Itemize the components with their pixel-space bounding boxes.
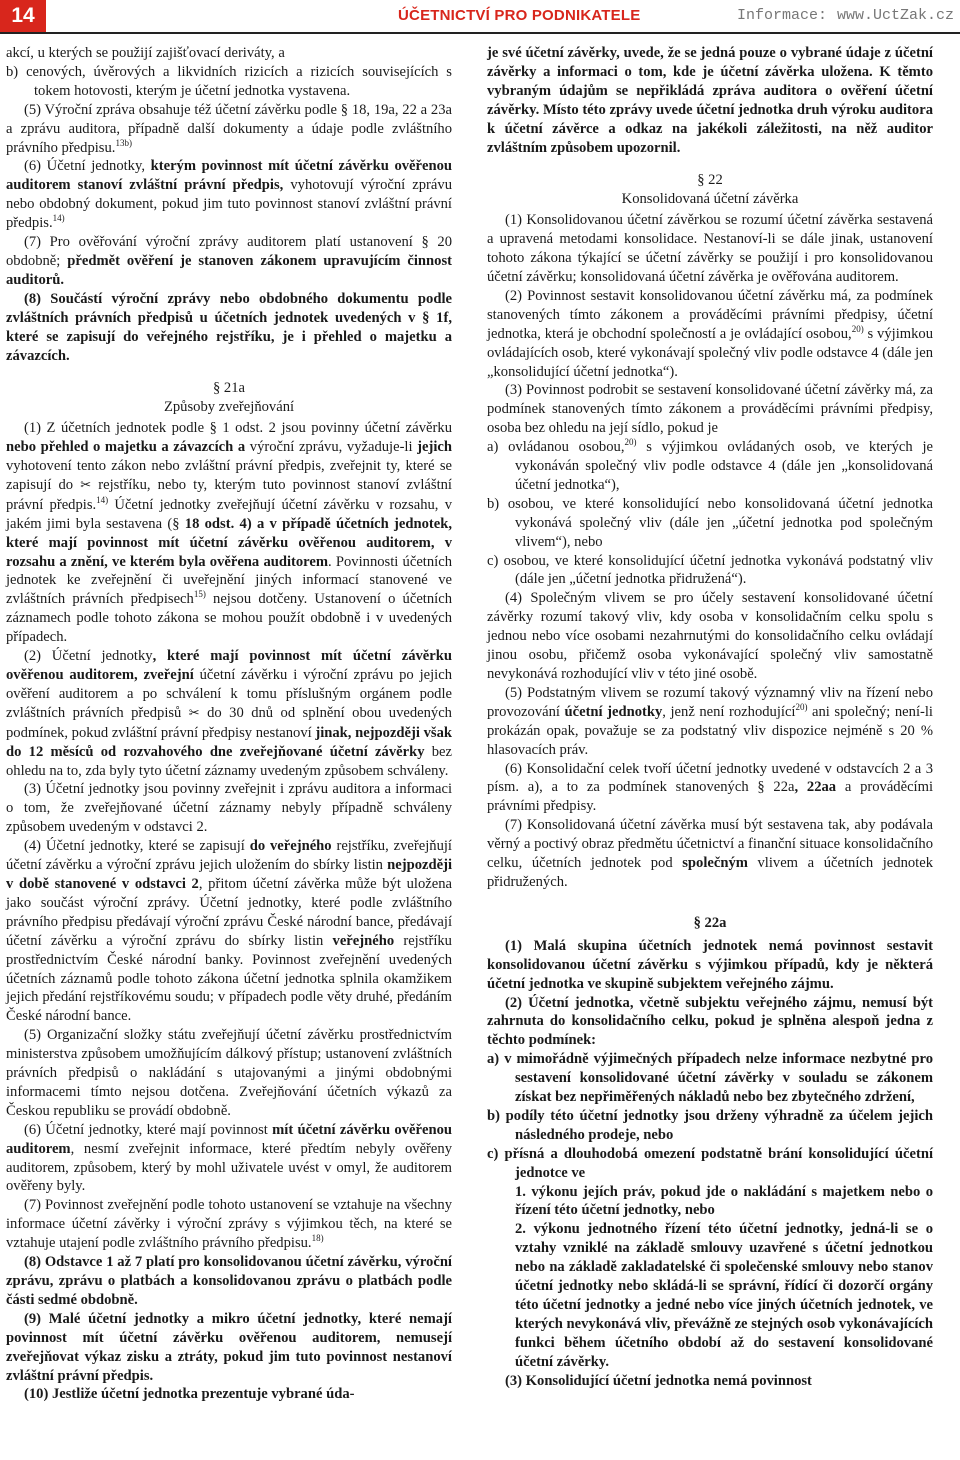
paragraph: (5) Podstatným vlivem se rozumí takový významný vliv na řízení nebo provozování účetní jednotky, jenž není rozhodující$^{20)}$ ani společný; není-li prokázán opak, považuje se za podstatný vliv dispozice nejméně s 20 % hlasovacích práv. bbox=[487, 684, 933, 758]
list-item: a) ovládanou osobou,$^{20)}$ s výjimkou ovládaných osob, ve kterých je vykonáván společný vliv podle odstavce 4 (dále jen „konsolidovaná účetní jednotka“), bbox=[487, 437, 933, 493]
page-number: 14 bbox=[0, 0, 46, 32]
section-number: § 21a bbox=[212, 380, 246, 397]
paragraph: (4) Účetní jednotky, které se zapisují do veřejného rejstříku, zveřejňují účetní závěrku a výroční zprávu jejich uložením do sbírky listin nejpozději v době stanovené v odstavci 2, přitom účetní závěrka může být uložena jako součást výroční zprávy. Účetní jednotky, které podle zvláštního právního předpisu předávají výroční zprávu České národní bance, předávají účetní závěrku a výroční zprávu do sbírky listin veřejného rejstříku prostřednictvím České národní banky. Povinnost zveřejnění uvedených účetních záznamů podle tohoto zákona účetní jednotka splnila okamžikem jejich předání rejstříkovému soudu; v případech podle věty druhé, předáním České národní bance. bbox=[6, 838, 452, 1025]
scissors-icon: ✂ bbox=[188, 705, 200, 721]
paragraph: (6) Účetní jednotky, které mají povinnost mít účetní závěrku ověřenou auditorem, nesmí zveřejnit informace, které předtím nebyly ověřeny auditorem, způsobem, který by mohl uživatele uvést v omyl, že auditorem ověřeny byly. bbox=[6, 1121, 452, 1195]
list-item: a) v mimořádně výjimečných případech nelze informace nezbytné pro sestavení konsolidované účetní závěrky v souladu se zákonem získat bez nepřiměřených nákladů nebo bez zbytečného zdržení, bbox=[487, 1051, 933, 1106]
section-number: § 22 bbox=[697, 172, 723, 189]
paragraph: (8) Odstavce 1 až 7 platí pro konsolidovanou účetní závěrku, výroční zprávu, zprávu o platbách a konsolidovanou zprávu o platbách podle části sedmé obdobně. bbox=[6, 1254, 452, 1308]
right-column bbox=[487, 44, 933, 1391]
paragraph: (3) Účetní jednotky jsou povinny zveřejnit i zprávu auditora a informaci o tom, že zveřejňované účetní záznamy nebyly případně schváleny způsobem uvedeným v odstavci 2. bbox=[6, 781, 452, 836]
sub-item: 1. výkonu jejích práv, pokud jde o nakládání s majetkem nebo o řízení této účetní jednotky, nebo bbox=[515, 1183, 933, 1219]
magazine-title: ÚČETNICTVÍ PRO PODNIKATELE bbox=[398, 7, 641, 24]
paragraph: (3) Konsolidující účetní jednotka nemá povinnost bbox=[505, 1372, 812, 1389]
page-header bbox=[0, 0, 960, 34]
left-column bbox=[6, 44, 452, 1404]
section-title: Konsolidovaná účetní závěrka bbox=[621, 191, 799, 208]
list-item: b) podíly této účetní jednotky jsou drženy výhradně za účelem jejich následného prodeje, nebo bbox=[487, 1107, 933, 1143]
paragraph: (2) Povinnost sestavit konsolidovanou účetní závěrku má, za podmínek stanovených tímto zákonem a prováděcími právními předpisy, účetní jednotka, která je obchodní společností a je ovládající osobou,$^{20)}$ s výjimkou ovládajících osob, které vykonávají společný vliv podle odstavce 4 (dále jen „konsolidující účetní jednotka“). bbox=[487, 287, 933, 380]
paragraph: (3) Povinnost podrobit se sestavení konsolidované účetní závěrky má, za podmínek stanovených tímto zákonem a prováděcími právními předpisy, osoba bez ohledu na její sídlo, pokud je bbox=[487, 382, 933, 437]
list-item: b) osobou, ve které konsolidující nebo konsolidovaná účetní jednotka vykonává společný vliv (dále jen „účetní jednotka pod společným vlivem“), nebo bbox=[487, 495, 933, 550]
paragraph: (1) Konsolidovanou účetní závěrkou se rozumí účetní závěrka sestavená a upravená metodami konsolidace. Nestanoví-li se dále jinak, ustanovení tohoto zákona týkající se účetní závěrky se použijí i pro konsolidovanou účetní závěrku; konsolidovaná účetní závěrka je ověřována auditorem. bbox=[487, 212, 933, 285]
paragraph: (2) Účetní jednotka, včetně subjektu veřejného zájmu, nemusí být zahrnuta do konsolidačního celku, pokud je splněna alespoň jedna z těchto podmínek: bbox=[487, 994, 933, 1049]
paragraph: (2) Účetní jednotky, které mají povinnost mít účetní závěrku ověřenou auditorem, zveřejní účetní závěrku i výroční zprávu po jejich ověření auditorem a po schválení k tomu příslušným orgánem podle zvláštních právních předpisů ✂ do 30 dnů od splnění obou uvedených podmínek, pokud zvláštní právní předpisy nestanoví jinak, nejpozději však do 12 měsíců od rozvahového dne zveřejňované účetní závěrky bez ohledu na to, zda byly tyto účetní záznamy uvedeným způsobem schváleny. bbox=[6, 648, 453, 779]
website-link[interactable]: www.UctZak.cz bbox=[836, 7, 954, 24]
paragraph: (4) Společným vlivem se pro účely sestavení konsolidované účetní závěrky rozumí takový vliv, kdy osoba v konsolidačním celku spolu s jednou nebo více osobami nezahrnutými do konsolidačního celku ovládají jinou osobu, přičemž osoba vykonávající společný vliv samostatně nevykonává rozhodující vliv v této jiné osobě. bbox=[487, 590, 933, 682]
paragraph: (7) Konsolidovaná účetní závěrka musí být sestavena tak, aby podávala věrný a poctivý obraz předmětu účetnictví a finanční situace konsolidačního celku, účetních jednotek pod společným vlivem a účetních jednotek přidružených. bbox=[487, 817, 933, 890]
list-item: c) přísná a dlouhodobá omezení podstatně brání konsolidující účetní jednotce ve bbox=[487, 1145, 933, 1181]
paragraph: (7) Povinnost zveřejnění podle tohoto ustanovení se vztahuje na všechny informace účetní závěrky i výroční zprávy s výjimkou těch, na které se vztahuje utajení podle zvláštního právního předpisu.$^{18)}$ bbox=[6, 1197, 452, 1252]
paragraph: (6) Účetní jednotky, kterým povinnost mít účetní závěrku ověřenou auditorem stanoví zvláštní právní předpis, vyhotovují výroční zprávu nebo obdobný dokument, pokud jim tuto povinnost stanoví zvláštní právní předpis.$^{14)}$ bbox=[6, 158, 452, 232]
paragraph: (6) Konsolidační celek tvoří účetní jednotky uvedené v odstavcích 2 a 3 písm. a), a to za podmínek stanovených § 22a, 22aa a prováděcími právními předpisy. bbox=[487, 760, 934, 815]
paragraph: je své účetní závěrky, uvede, že se jedná pouze o vybrané údaje z účetní závěrky a informaci o tom, kde je účetní závěrka uložena. K těmto vybraným údajům se nepřikládá zpráva auditora o ověření účetní závěrky. Místo této zprávy uvede účetní jednotka druh výroku auditora k účetní závěrce a odkaz na jakékoli záležitosti, na něž auditor zvláštním způsobem upozornil. bbox=[487, 45, 933, 156]
info-label: Informace: bbox=[736, 7, 827, 24]
paragraph: akcí, u kterých se použijí zajišťovací deriváty, a bbox=[6, 45, 285, 61]
section-number: § 22a bbox=[693, 914, 727, 931]
paragraph: (5) Organizační složky státu zveřejňují účetní závěrku prostřednictvím ministerstva způsobem umožňujícím dálkový přístup; ustanovení zvláštních právních předpisů o nakládání s utajovanými a jinými obdobnými informacemi tímto nejsou dotčena. Zveřejňování účetních výkazů za Českou republiku se provádí obdobně. bbox=[6, 1027, 452, 1119]
list-item: b) cenových, úvěrových a likvidních rizicích a rizicích souvisejících s tokem hotovosti, kterým je účetní jednotka vystavena. bbox=[6, 63, 452, 99]
paragraph: (10) Jestliže účetní jednotka prezentuje vybrané úda- bbox=[24, 1386, 355, 1403]
scissors-icon: ✂ bbox=[80, 477, 92, 493]
paragraph: (8) Součástí výroční zprávy nebo obdobného dokumentu podle zvláštních právních předpisů u účetních jednotek uvedených v § 1f, které se zapisují do veřejného rejstříku, je i přehled o majetku a závazcích. bbox=[6, 290, 452, 364]
paragraph: (1) Malá skupina účetních jednotek nemá povinnost sestavit konsolidovanou účetní závěrku s výjimkou případů, kdy je některá účetní jednotka ve skupině subjektem veřejného zájmu. bbox=[487, 937, 933, 992]
paragraph: (7) Pro ověřování výroční zprávy auditorem platí ustanovení § 20 obdobně; předmět ověření je stanoven zákonem upravujícím činnost auditorů. bbox=[6, 234, 452, 288]
paragraph: (1) Z účetních jednotek podle § 1 odst. 2 jsou povinny účetní závěrku nebo přehled o majetku a závazcích a výroční zprávu, vyžaduje-li jejich vyhotovení tento zákon nebo zvláštní právní předpis, zveřejnit ty, které se zapisují do ✂ rejstříku, nebo ty, kterým tuto povinnost stanoví zvláštní právní předpis.$^{14)}$ Účetní jednotky zveřejňují účetní závěrku v rozsahu, v jakém jimi byla sestavena (§ 18 odst. 4) a v případě účetních jednotek, které mají povinnost mít účetní závěrku ověřenou auditorem, v rozsahu a znění, ve kterém byla ověřena auditorem. Povinnosti účetních jednotek ke zveřejnění či uveřejnění jiných informací stanovené ve zvláštních právních předpisech$^{15)}$ nejsou dotčeny. Ustanovení o účetních záznamech podle tohoto zákona se mohou použít obdobně i v uvedených případech. bbox=[6, 420, 452, 646]
section-title: Způsoby zveřejňování bbox=[163, 399, 295, 416]
paragraph: (5) Výroční zpráva obsahuje též účetní závěrku podle § 18, 19a, 22 a 23a a zprávu auditora, případně další dokumenty a údaje podle zvláštního právního předpisu.$^{13b)}$ bbox=[6, 101, 452, 156]
header-info bbox=[737, 0, 954, 32]
paragraph: (9) Malé účetní jednotky a mikro účetní jednotky, které nemají povinnost mít účetní závěrku ověřenou auditorem, nemusejí zveřejňovat výkaz zisku a ztráty, pokud jim tuto povinnost nestanoví zvláštní právní předpis. bbox=[6, 1310, 452, 1384]
sub-item: 2. výkonu jednotného řízení této účetní jednotky, jedná-li se o vztahy vzniklé na základě smlouvy uzavřené s účetní jednotkou nebo na základě zakladatelské či společenské smlouvy nebo stanov účetní jednotky nebo skládá-li se správní, řídící či dozorčí orgány této účetní jednotky a jedné nebo více jiných účetních jednotek, ve kterých nevykonává vliv, převážně ze stejných osob vykonávajících funkci během účetního období až do sestavení konsolidované účetní závěrky. bbox=[515, 1221, 933, 1370]
list-item: c) osobou, ve které konsolidující účetní jednotka vykonává podstatný vliv (dále jen „účetní jednotka přidružená“). bbox=[487, 552, 934, 588]
